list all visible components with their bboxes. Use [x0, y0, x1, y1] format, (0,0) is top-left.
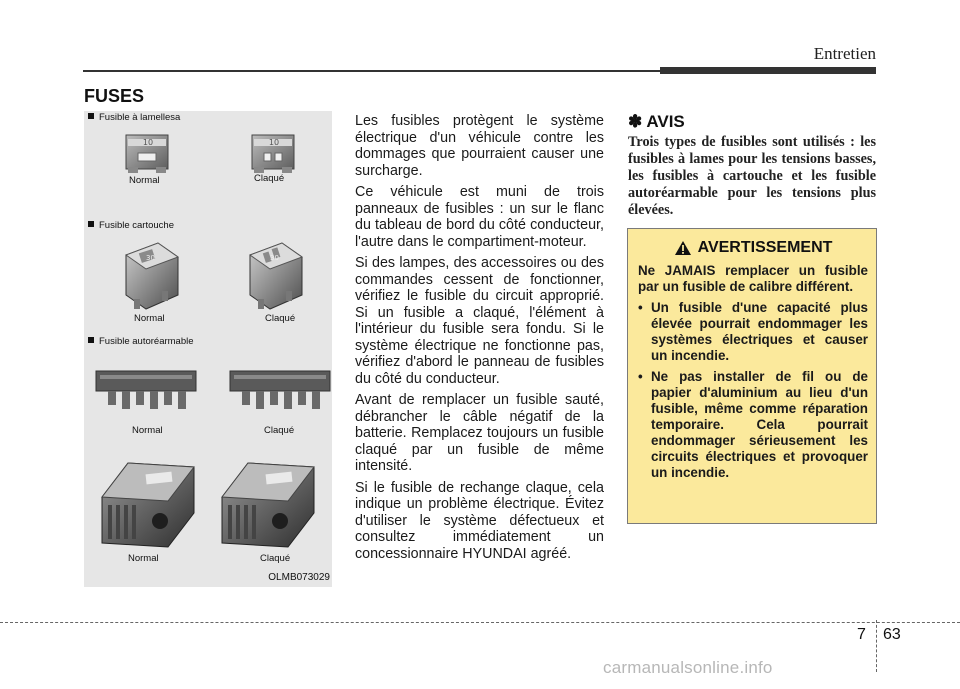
cartridge-normal-label: Normal [134, 313, 165, 324]
body-paragraph: Si le fusible de rechange claque, cela indique un problème électrique. Évitez d'utiliser le système défectueux et consultez immédiatement un concessionnaire HYUNDAI agréé. [355, 479, 604, 562]
figure-code: OLMB073029 [268, 572, 330, 583]
header-rule [83, 70, 663, 72]
blade-fuse-normal-image [124, 131, 172, 173]
blade-normal-label: Normal [129, 175, 160, 186]
cartridge-fuse-blown-image [244, 239, 306, 311]
body-paragraph: Ce véhicule est muni de trois panneaux de fusibles : un sur le flanc du tableau de bord du côté conducteur, l'autre dans le compartiment-moteur. [355, 184, 604, 250]
footer-rule [0, 622, 960, 623]
body-paragraph: Si des lampes, des accessoires ou des commandes cessent de fonctionner, vérifiez le fusible du circuit approprié. Si un fusible a claqué, l'élément à l'intérieur du fusible sera fondu. Si le système électrique ne fonctionne pas, vérifiez d'abord le panneau de fusibles du côté du conducteur. [355, 255, 604, 387]
warning-heading: AVERTISSEMENT [638, 239, 868, 257]
blade-fuse-blown-image [250, 131, 298, 173]
warning-box [627, 228, 877, 524]
resettable-normal-label: Normal [132, 425, 163, 436]
svg-text:10: 10 [268, 138, 280, 147]
warning-item: • Un fusible d'une capacité plus élevée pourrait endommager les systèmes électriques et causer un incendie. [638, 300, 868, 364]
svg-text:10: 10 [142, 138, 154, 147]
body-text [355, 113, 604, 567]
body-paragraph: Avant de remplacer un fusible sauté, débrancher le câble négatif de la batterie. Remplacez toujours un fusible claqué par un fusible de même intensité. [355, 392, 604, 474]
resettable-large-fuse-blown-image [218, 457, 318, 551]
warning-lead: Ne JAMAIS remplacer un fusible par un fusible de calibre différent. [638, 263, 868, 294]
resettable-large-normal-label: Normal [128, 553, 159, 564]
resettable-large-blown-label: Claqué [260, 553, 291, 564]
watermark: carmanualsonline.info [603, 658, 773, 677]
section-title: FUSES [84, 86, 145, 106]
resettable-fuse-blown-image [228, 367, 334, 417]
cartridge-blown-label: Claqué [265, 313, 296, 324]
chapter-number: 7 [857, 626, 866, 643]
chapter-title: Entretien [813, 44, 876, 63]
warning-list [638, 300, 868, 481]
body-paragraph: Les fusibles protègent le système électrique d'un véhicule contre les dommages que pourraient causer une surcharge. [355, 113, 604, 179]
resettable-fuse-normal-image [94, 367, 200, 417]
warning-triangle-icon [674, 240, 692, 256]
footer-separator [876, 620, 877, 672]
header-rule-accent [660, 67, 876, 74]
resettable-blown-label: Claqué [264, 425, 295, 436]
asterisk-icon: ✽ [628, 112, 643, 131]
avis-title: ✽ AVIS [628, 112, 685, 131]
warning-item: • Ne pas installer de fil ou de papier d'aluminium au lieu d'un fusible, même comme réparation temporaire. Cela pourrait endommager sérieusement les circuits électriques et provoquer un incendie. [638, 369, 868, 481]
page-number: 63 [883, 626, 901, 643]
fuse-figure [84, 111, 332, 587]
figure-category-cartridge: Fusible cartouche [88, 220, 174, 231]
blade-blown-label: Claqué [254, 173, 285, 184]
resettable-large-fuse-normal-image [98, 457, 198, 551]
figure-category-blade: Fusible à lamellesa [88, 112, 180, 123]
cartridge-fuse-normal-image [120, 239, 182, 311]
svg-text:30: 30 [270, 254, 279, 262]
svg-text:30: 30 [146, 254, 155, 262]
figure-category-resettable: Fusible autoréarmable [88, 336, 194, 347]
avis-text: Trois types de fusibles sont utilisés : les fusibles à lames pour les tensions basses, les fusibles à cartouche et les fusible autoréarmable pour les tensions plus élevées. [628, 134, 876, 218]
